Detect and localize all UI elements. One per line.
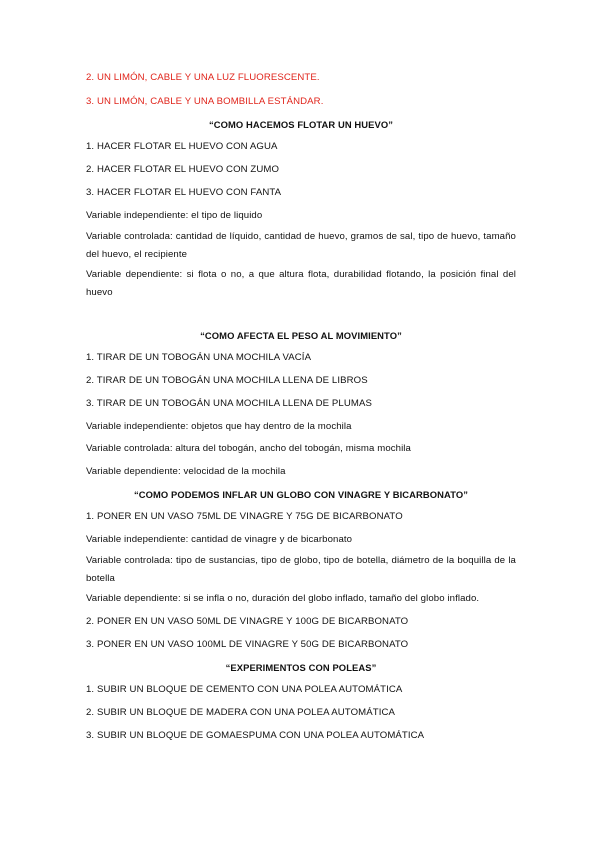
- limon-bombilla-line: 3. UN LIMÓN, CABLE Y UNA BOMBILLA ESTÁNDAR.: [86, 96, 324, 107]
- globo-step-3: 3. PONER EN UN VASO 100ML DE VINAGRE Y 50G DE BICARBONATO: [86, 639, 409, 650]
- peso-heading: “COMO AFECTA EL PESO AL MOVIMIENTO”: [200, 330, 402, 341]
- huevo-step-2: 2. HACER FLOTAR EL HUEVO CON ZUMO: [86, 164, 280, 175]
- peso-variable-dependiente: Variable dependiente: velocidad de la mochila: [86, 466, 286, 477]
- huevo-variable-controlada: Variable controlada: cantidad de líquido, cantidad de huevo, gramos de sal, tipo de huevo, tamaño del huevo, el recipiente: [86, 231, 516, 260]
- peso-variable-controlada: Variable controlada: altura del tobogán, ancho del tobogán, misma mochila: [86, 443, 411, 454]
- huevo-heading: “COMO HACEMOS FLOTAR UN HUEVO”: [208, 119, 394, 130]
- huevo-step-3: 3. HACER FLOTAR EL HUEVO CON FANTA: [86, 187, 282, 198]
- globo-heading: “COMO PODEMOS INFLAR UN GLOBO CON VINAGRE Y BICARBONATO”: [133, 489, 469, 500]
- globo-variable-controlada: Variable controlada: tipo de sustancias, tipo de globo, tipo de botella, diámetro de la boquilla de la botella: [86, 555, 516, 584]
- poleas-step-3: 3. SUBIR UN BLOQUE DE GOMAESPUMA CON UNA POLEA AUTOMÁTICA: [86, 730, 425, 741]
- poleas-heading: “EXPERIMENTOS CON POLEAS”: [225, 662, 377, 673]
- globo-step-1: 1. PONER EN UN VASO 75ML DE VINAGRE Y 75G DE BICARBONATO: [86, 511, 403, 522]
- huevo-variable-independiente: Variable independiente: el tipo de liquido: [86, 210, 263, 221]
- globo-step-2: 2. PONER EN UN VASO 50ML DE VINAGRE Y 100G DE BICARBONATO: [86, 616, 409, 627]
- peso-step-1: 1. TIRAR DE UN TOBOGÁN UNA MOCHILA VACÍA: [86, 352, 312, 363]
- globo-variable-independiente: Variable independiente: cantidad de vinagre y de bicarbonato: [86, 534, 353, 545]
- huevo-step-1: 1. HACER FLOTAR EL HUEVO CON AGUA: [86, 141, 278, 152]
- peso-step-2: 2. TIRAR DE UN TOBOGÁN UNA MOCHILA LLENA DE LIBROS: [86, 375, 368, 386]
- huevo-variable-dependiente: Variable dependiente: si flota o no, a que altura flota, durabilidad flotando, la posición final del huevo: [86, 269, 516, 298]
- poleas-step-1: 1. SUBIR UN BLOQUE DE CEMENTO CON UNA POLEA AUTOMÁTICA: [86, 684, 403, 695]
- limon-luz-line: 2. UN LIMÓN, CABLE Y UNA LUZ FLUORESCENTE.: [86, 72, 320, 83]
- peso-variable-independiente: Variable independiente: objetos que hay dentro de la mochila: [86, 421, 352, 432]
- globo-variable-dependiente: Variable dependiente: si se infla o no, duración del globo inflado, tamaño del globo inflado.: [86, 593, 480, 604]
- poleas-step-2: 2. SUBIR UN BLOQUE DE MADERA CON UNA POLEA AUTOMÁTICA: [86, 707, 395, 718]
- peso-step-3: 3. TIRAR DE UN TOBOGÁN UNA MOCHILA LLENA DE PLUMAS: [86, 398, 372, 409]
